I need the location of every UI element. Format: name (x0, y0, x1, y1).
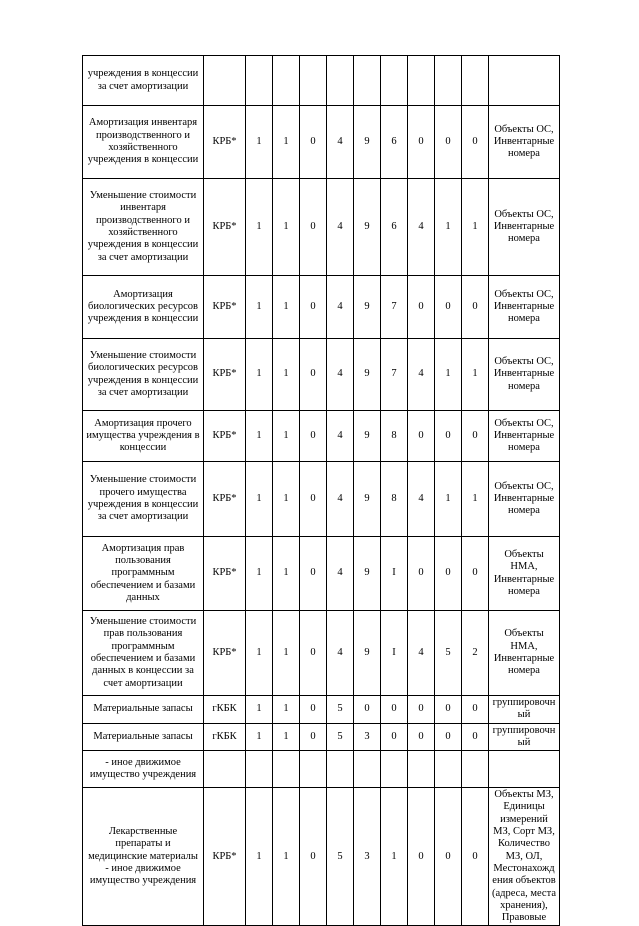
account-type-cell: КРБ* (204, 537, 246, 611)
account-name-cell: Амортизация прав пользования программным обеспечением и базами данных (83, 537, 204, 611)
account-digit-cell: I (381, 611, 408, 696)
account-digit-cell: 1 (381, 788, 408, 926)
account-digit-cell: 4 (327, 537, 354, 611)
account-digit-cell: 5 (327, 723, 354, 751)
account-digit-cell: 1 (462, 462, 489, 537)
account-digit-cell: 0 (408, 696, 435, 724)
account-digit-cell: 1 (246, 723, 273, 751)
account-digit-cell: 1 (273, 788, 300, 926)
account-type-cell: КРБ* (204, 179, 246, 276)
account-digit-cell: 1 (246, 696, 273, 724)
account-digit-cell: 1 (435, 339, 462, 411)
analytics-cell: Объекты ОС, Инвентарные номера (489, 106, 560, 179)
account-type-cell: КРБ* (204, 106, 246, 179)
accounts-table (82, 55, 560, 926)
account-digit-cell (273, 751, 300, 788)
account-digit-cell: 8 (381, 462, 408, 537)
account-digit-cell: 4 (408, 339, 435, 411)
account-digit-cell (462, 56, 489, 106)
account-digit-cell: 0 (435, 723, 462, 751)
account-digit-cell: 9 (354, 411, 381, 462)
account-digit-cell: 6 (381, 106, 408, 179)
table-row (83, 339, 560, 411)
analytics-cell: Объекты МЗ, Единицы измерений МЗ, Сорт МЗ, Количество МЗ, ОЛ, Местонахождения объектов (адреса, места хранения), Правовые (489, 788, 560, 926)
account-digit-cell: 1 (435, 462, 462, 537)
account-digit-cell: 9 (354, 339, 381, 411)
account-digit-cell: 0 (462, 276, 489, 339)
account-digit-cell (381, 56, 408, 106)
account-digit-cell: 5 (327, 696, 354, 724)
account-digit-cell: 1 (273, 106, 300, 179)
table-row (83, 56, 560, 106)
account-digit-cell: 7 (381, 276, 408, 339)
account-digit-cell: 4 (408, 611, 435, 696)
account-digit-cell: 1 (246, 611, 273, 696)
account-digit-cell: 4 (327, 462, 354, 537)
account-digit-cell (300, 751, 327, 788)
account-digit-cell: 1 (273, 339, 300, 411)
account-digit-cell: 1 (435, 179, 462, 276)
account-digit-cell: 6 (381, 179, 408, 276)
analytics-cell: группировочный (489, 696, 560, 724)
account-digit-cell (408, 56, 435, 106)
account-digit-cell: 0 (381, 696, 408, 724)
table-row (83, 462, 560, 537)
analytics-cell: Объекты ОС, Инвентарные номера (489, 276, 560, 339)
analytics-cell: Объекты НМА, Инвентарные номера (489, 611, 560, 696)
account-digit-cell (246, 751, 273, 788)
table-row (83, 276, 560, 339)
account-digit-cell: 0 (408, 723, 435, 751)
table-row (83, 179, 560, 276)
account-name-cell: Амортизация прочего имущества учреждения в концессии (83, 411, 204, 462)
account-digit-cell: 1 (246, 106, 273, 179)
account-digit-cell: 0 (300, 696, 327, 724)
account-digit-cell (435, 751, 462, 788)
analytics-cell: Объекты ОС, Инвентарные номера (489, 339, 560, 411)
account-name-cell: Амортизация биологических ресурсов учреждения в концессии (83, 276, 204, 339)
table-row (83, 106, 560, 179)
account-digit-cell: 1 (246, 179, 273, 276)
account-digit-cell: 0 (408, 788, 435, 926)
account-digit-cell: 1 (273, 179, 300, 276)
account-digit-cell: 0 (354, 696, 381, 724)
analytics-cell: Объекты ОС, Инвентарные номера (489, 411, 560, 462)
account-digit-cell (327, 751, 354, 788)
account-digit-cell: 0 (300, 611, 327, 696)
account-digit-cell: 0 (408, 276, 435, 339)
account-digit-cell: 5 (435, 611, 462, 696)
account-digit-cell: 9 (354, 106, 381, 179)
account-digit-cell (273, 56, 300, 106)
account-digit-cell (381, 751, 408, 788)
account-digit-cell: 2 (462, 611, 489, 696)
account-digit-cell: 0 (435, 788, 462, 926)
account-digit-cell: 0 (408, 411, 435, 462)
account-type-cell (204, 751, 246, 788)
account-digit-cell: 4 (327, 339, 354, 411)
analytics-cell: Объекты ОС, Инвентарные номера (489, 462, 560, 537)
analytics-cell: Объекты НМА, Инвентарные номера (489, 537, 560, 611)
account-digit-cell (408, 751, 435, 788)
account-name-cell: - иное движимое имущество учреждения (83, 751, 204, 788)
account-digit-cell: 9 (354, 462, 381, 537)
analytics-cell: группировочный (489, 723, 560, 751)
account-digit-cell: 3 (354, 788, 381, 926)
table-row (83, 537, 560, 611)
account-digit-cell: 9 (354, 179, 381, 276)
table-row (83, 611, 560, 696)
account-digit-cell: 1 (462, 339, 489, 411)
account-digit-cell: 4 (327, 179, 354, 276)
analytics-cell (489, 751, 560, 788)
account-digit-cell: 4 (327, 411, 354, 462)
account-digit-cell: 1 (273, 537, 300, 611)
account-digit-cell: 1 (246, 537, 273, 611)
account-name-cell: учреждения в концессии за счет амортизации (83, 56, 204, 106)
table-body (83, 56, 560, 926)
account-digit-cell (354, 56, 381, 106)
account-name-cell: Уменьшение стоимости инвентаря производственного и хозяйственного учреждения в концессии за счет амортизации (83, 179, 204, 276)
account-type-cell: гКБК (204, 696, 246, 724)
account-digit-cell: 1 (273, 462, 300, 537)
analytics-cell (489, 56, 560, 106)
account-digit-cell: 9 (354, 276, 381, 339)
account-digit-cell: 0 (435, 106, 462, 179)
table-row (83, 696, 560, 724)
account-digit-cell: 0 (462, 696, 489, 724)
account-digit-cell: 0 (462, 788, 489, 926)
account-digit-cell: 4 (408, 179, 435, 276)
table-row (83, 751, 560, 788)
account-digit-cell: 1 (273, 276, 300, 339)
account-digit-cell: 4 (327, 276, 354, 339)
account-digit-cell: 1 (246, 462, 273, 537)
table-row (83, 411, 560, 462)
account-name-cell: Материальные запасы (83, 723, 204, 751)
account-digit-cell: 7 (381, 339, 408, 411)
account-type-cell: гКБК (204, 723, 246, 751)
account-digit-cell: 0 (300, 276, 327, 339)
account-digit-cell: 9 (354, 537, 381, 611)
account-type-cell: КРБ* (204, 788, 246, 926)
account-type-cell: КРБ* (204, 339, 246, 411)
table-row (83, 723, 560, 751)
account-digit-cell: 1 (462, 179, 489, 276)
account-digit-cell: 0 (435, 411, 462, 462)
account-name-cell: Уменьшение стоимости биологических ресурсов учреждения в концессии за счет амортизации (83, 339, 204, 411)
account-digit-cell: 1 (246, 411, 273, 462)
account-digit-cell: 0 (300, 339, 327, 411)
account-digit-cell: 4 (408, 462, 435, 537)
account-digit-cell: 0 (462, 723, 489, 751)
account-name-cell: Материальные запасы (83, 696, 204, 724)
account-digit-cell: 0 (300, 788, 327, 926)
account-digit-cell: 9 (354, 611, 381, 696)
analytics-cell: Объекты ОС, Инвентарные номера (489, 179, 560, 276)
account-digit-cell: 4 (327, 106, 354, 179)
account-digit-cell: 0 (408, 106, 435, 179)
account-digit-cell (300, 56, 327, 106)
account-digit-cell: 1 (273, 611, 300, 696)
account-digit-cell: 4 (327, 611, 354, 696)
account-digit-cell: I (381, 537, 408, 611)
account-digit-cell: 0 (435, 537, 462, 611)
account-digit-cell: 0 (300, 723, 327, 751)
account-digit-cell: 0 (462, 537, 489, 611)
account-type-cell: КРБ* (204, 611, 246, 696)
account-digit-cell: 8 (381, 411, 408, 462)
account-digit-cell: 1 (246, 276, 273, 339)
account-digit-cell (435, 56, 462, 106)
account-digit-cell: 0 (435, 696, 462, 724)
table-row (83, 788, 560, 926)
account-digit-cell: 0 (435, 276, 462, 339)
account-digit-cell: 3 (354, 723, 381, 751)
account-digit-cell (462, 751, 489, 788)
account-digit-cell: 1 (273, 723, 300, 751)
account-digit-cell: 0 (300, 179, 327, 276)
account-digit-cell: 1 (246, 788, 273, 926)
account-digit-cell: 0 (462, 411, 489, 462)
account-name-cell: Амортизация инвентаря производственного и хозяйственного учреждения в концессии (83, 106, 204, 179)
account-type-cell: КРБ* (204, 276, 246, 339)
account-digit-cell: 0 (300, 411, 327, 462)
account-type-cell: КРБ* (204, 411, 246, 462)
account-digit-cell (246, 56, 273, 106)
account-digit-cell: 1 (246, 339, 273, 411)
account-type-cell (204, 56, 246, 106)
account-name-cell: Уменьшение стоимости прав пользования программным обеспечением и базами данных в концессии за счет амортизации (83, 611, 204, 696)
account-digit-cell: 0 (300, 106, 327, 179)
account-digit-cell: 5 (327, 788, 354, 926)
account-digit-cell: 0 (408, 537, 435, 611)
account-digit-cell: 0 (381, 723, 408, 751)
account-digit-cell: 1 (273, 696, 300, 724)
account-digit-cell: 0 (462, 106, 489, 179)
account-digit-cell (327, 56, 354, 106)
account-name-cell: Лекарственные препараты и медицинские материалы - иное движимое имущество учреждения (83, 788, 204, 926)
account-digit-cell: 0 (300, 537, 327, 611)
account-digit-cell (354, 751, 381, 788)
account-digit-cell: 0 (300, 462, 327, 537)
account-name-cell: Уменьшение стоимости прочего имущества учреждения в концессии за счет амортизации (83, 462, 204, 537)
account-type-cell: КРБ* (204, 462, 246, 537)
account-digit-cell: 1 (273, 411, 300, 462)
